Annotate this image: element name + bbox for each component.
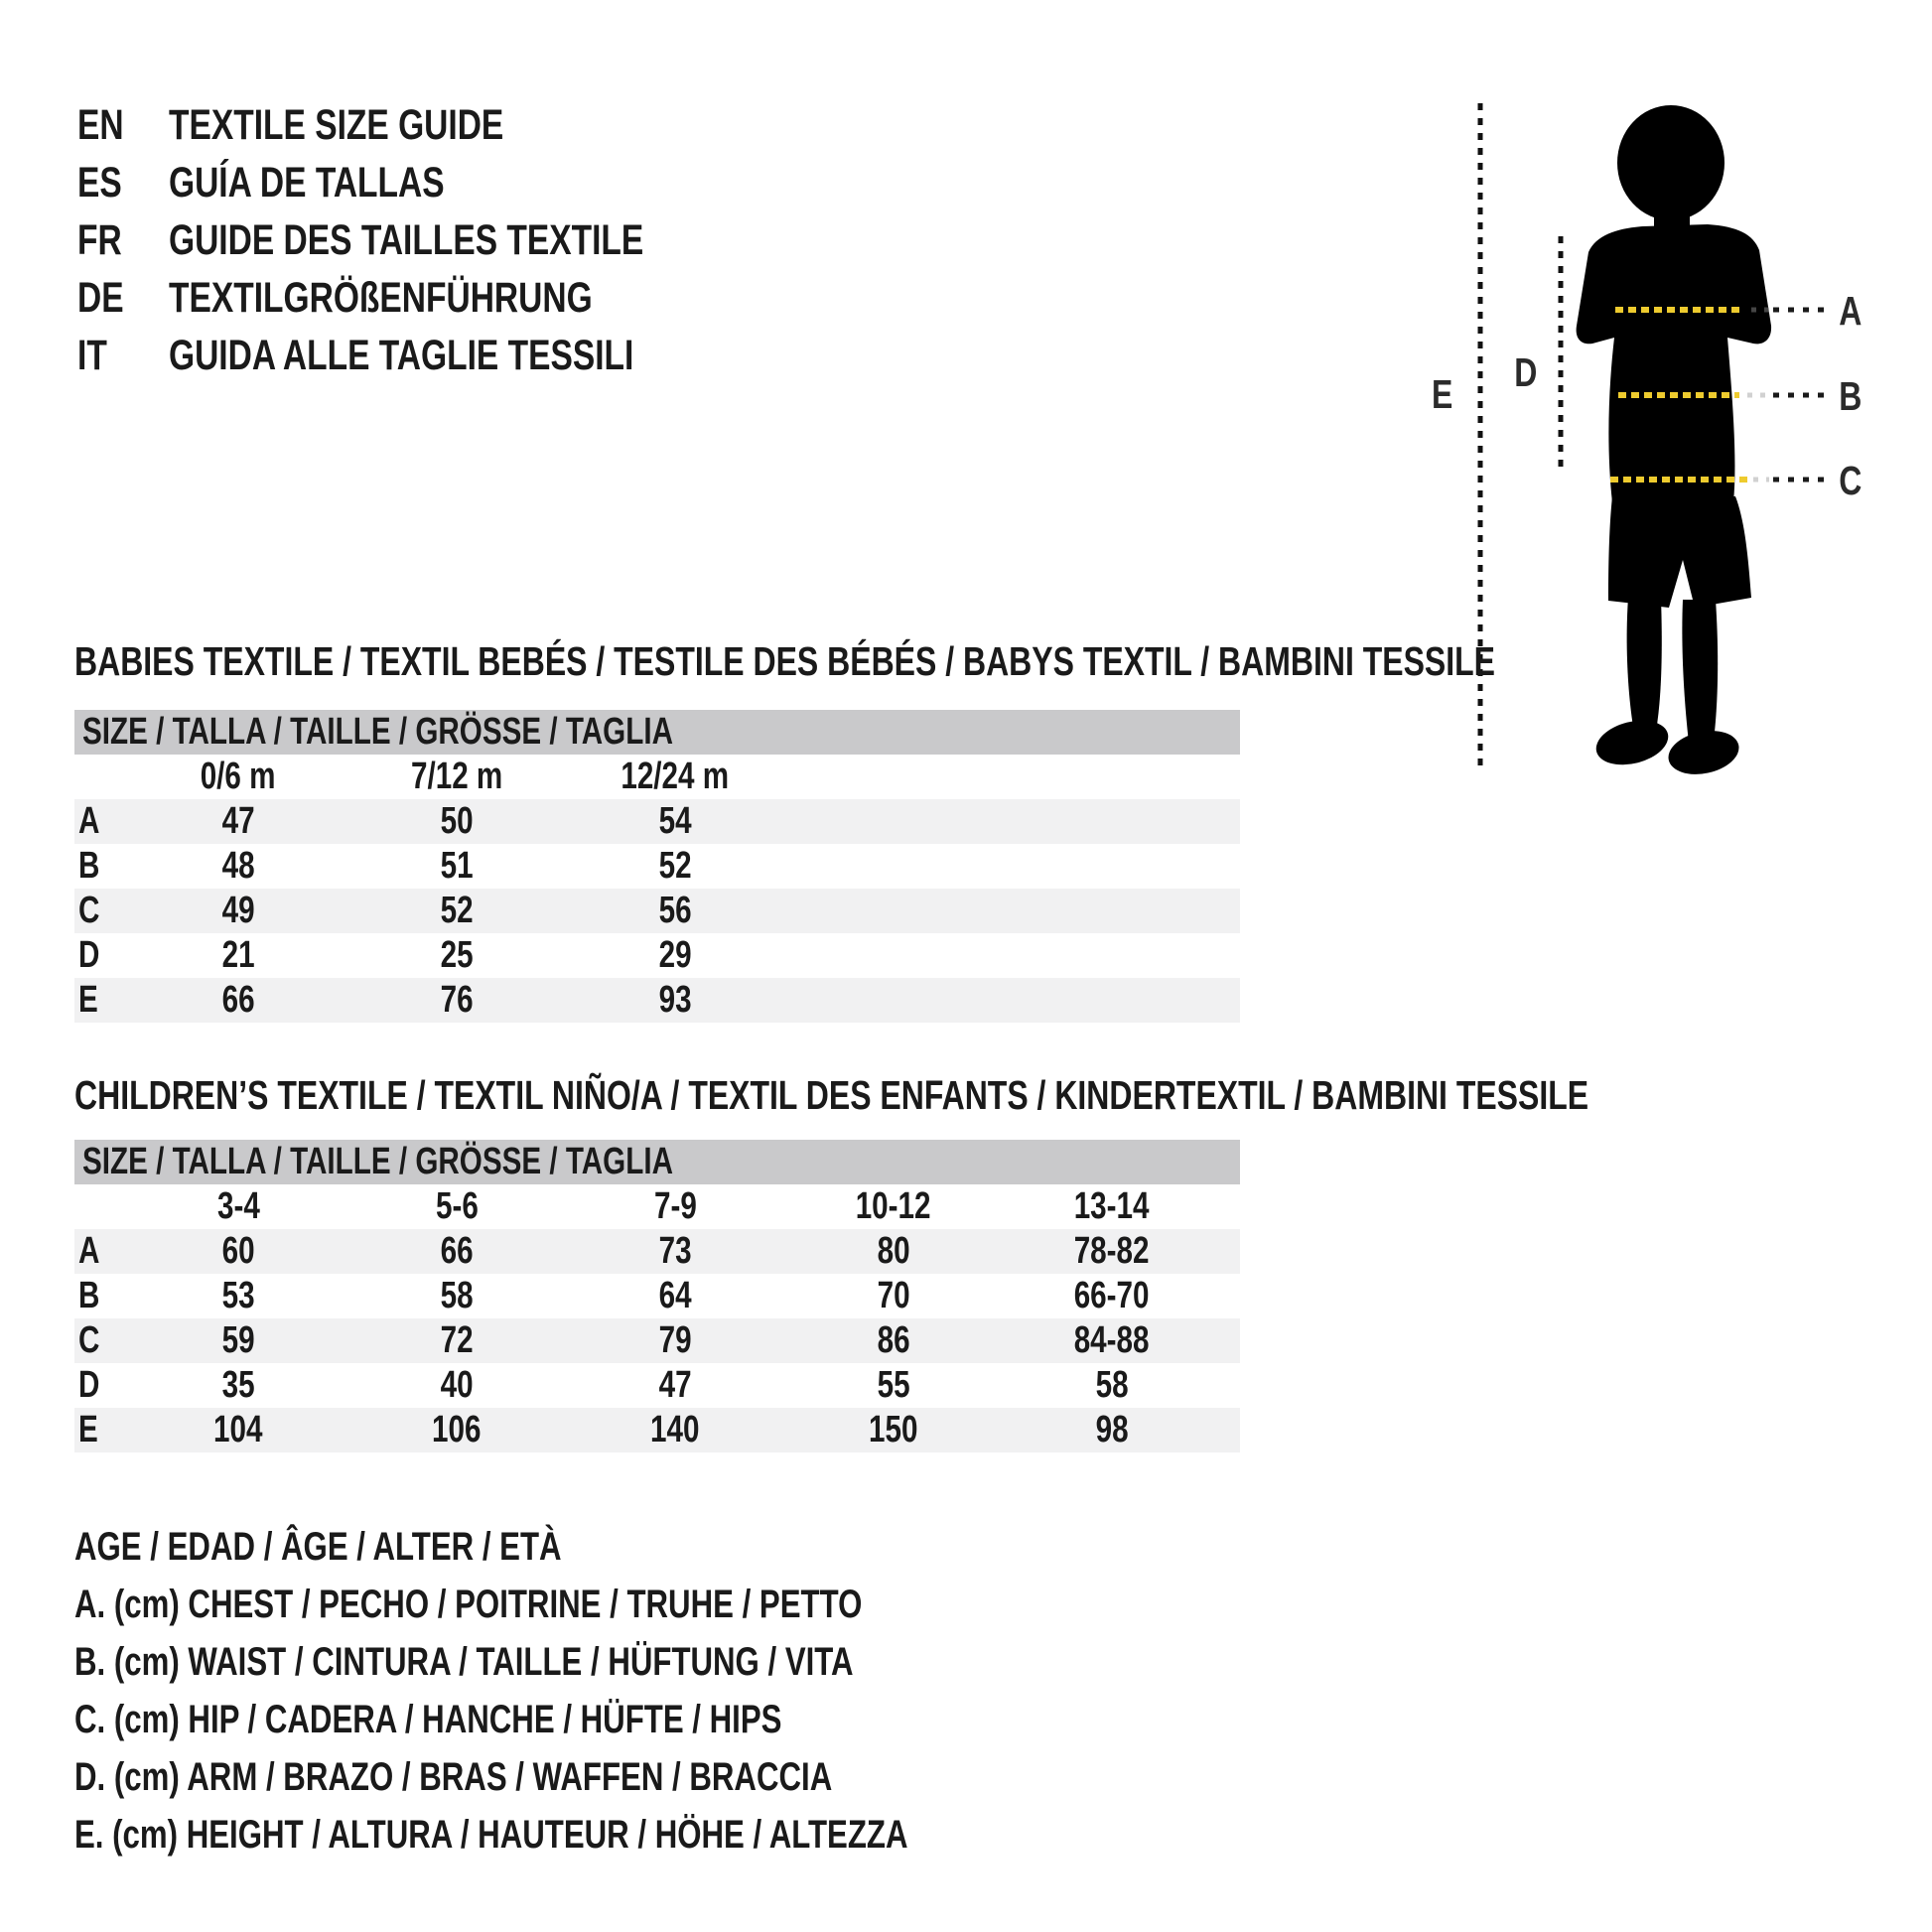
lang-code-it: IT: [77, 331, 107, 379]
figure-label-a: A: [1839, 288, 1863, 334]
title-en: TEXTILE SIZE GUIDE: [169, 100, 504, 149]
babies-row-c: C 49 52 56: [74, 889, 1240, 933]
figure-label-c: C: [1839, 458, 1863, 503]
legend-age: AGE / EDAD / ÂGE / ALTER / ETÀ: [74, 1524, 562, 1569]
children-size-header-bar: SIZE / TALLA / TAILLE / GRÖSSE / TAGLIA: [74, 1140, 1240, 1184]
language-title-block: [77, 96, 777, 384]
title-de: TEXTILGRÖßENFÜHRUNG: [169, 273, 593, 322]
children-row-a: A 60 66 73 80 78-82: [74, 1229, 1240, 1274]
figure-label-b: B: [1839, 373, 1863, 419]
babies-row-e: E 66 76 93: [74, 978, 1240, 1023]
babies-section-heading: BABIES TEXTILE / TEXTIL BEBÉS / TESTILE DES BÉBÉS / BABYS TEXTIL / BAMBINI TESSILE: [74, 638, 1496, 684]
legend-hip: C. (cm) HIP / CADERA / HANCHE / HÜFTE / HIPS: [74, 1697, 782, 1741]
children-col-7-9: 7-9: [653, 1185, 697, 1227]
lang-row-en: [77, 96, 777, 154]
children-section-heading: CHILDREN’S TEXTILE / TEXTIL NIÑO/A / TEXTIL DES ENFANTS / KINDERTEXTIL / BAMBINI TESSILE: [74, 1072, 1589, 1118]
lang-row-it: [77, 327, 777, 384]
babies-row-b: B 48 51 52: [78, 845, 692, 887]
babies-column-header-row: [74, 755, 1240, 799]
lang-code-en: EN: [77, 100, 124, 149]
babies-col-7-12m: 7/12 m: [410, 756, 503, 797]
lang-code-de: DE: [77, 273, 124, 322]
legend-waist: B. (cm) WAIST / CINTURA / TAILLE / HÜFTUNG / VITA: [74, 1639, 854, 1684]
children-row-b: B 53 58 64 70 66-70: [78, 1275, 1150, 1316]
lang-row-de: [77, 269, 777, 327]
measurement-legend: [74, 1518, 1143, 1863]
lang-row-fr: [77, 211, 777, 269]
measurement-figure: [1420, 89, 1926, 804]
babies-col-0-6m: 0/6 m: [201, 756, 276, 797]
children-col-10-12: 10-12: [856, 1185, 931, 1227]
figure-label-d: D: [1514, 349, 1538, 395]
babies-row-a: A 47 50 54: [74, 799, 1240, 844]
babies-col-12-24m: 12/24 m: [621, 756, 730, 797]
children-col-5-6: 5-6: [435, 1185, 479, 1227]
legend-height: E. (cm) HEIGHT / ALTURA / HAUTEUR / HÖHE / ALTEZZA: [74, 1812, 908, 1857]
legend-arm: D. (cm) ARM / BRAZO / BRAS / WAFFEN / BRACCIA: [74, 1754, 833, 1799]
children-row-d: D 35 40 47 55 58: [78, 1364, 1129, 1406]
title-it: GUIDA ALLE TAGLIE TESSILI: [169, 331, 634, 379]
children-row-e: E 104 106 140 150 98: [74, 1408, 1240, 1452]
figure-label-e: E: [1432, 371, 1453, 417]
title-fr: GUIDE DES TAILLES TEXTILE: [169, 215, 644, 264]
children-size-table: [74, 1184, 1240, 1452]
children-row-c: C 59 72 79 86 84-88: [74, 1318, 1240, 1363]
lang-code-fr: FR: [77, 215, 122, 264]
babies-size-table: [74, 755, 1240, 1023]
legend-chest: A. (cm) CHEST / PECHO / POITRINE / TRUHE / PETTO: [74, 1582, 863, 1626]
babies-row-d: D 21 25 29: [78, 934, 692, 976]
children-col-13-14: 13-14: [1074, 1185, 1150, 1227]
lang-row-es: [77, 154, 777, 211]
lang-code-es: ES: [77, 158, 122, 207]
children-col-3-4: 3-4: [216, 1185, 260, 1227]
children-column-header-row: [74, 1184, 1240, 1229]
babies-size-header-bar: SIZE / TALLA / TAILLE / GRÖSSE / TAGLIA: [74, 710, 1240, 755]
title-es: GUÍA DE TALLAS: [169, 158, 445, 207]
